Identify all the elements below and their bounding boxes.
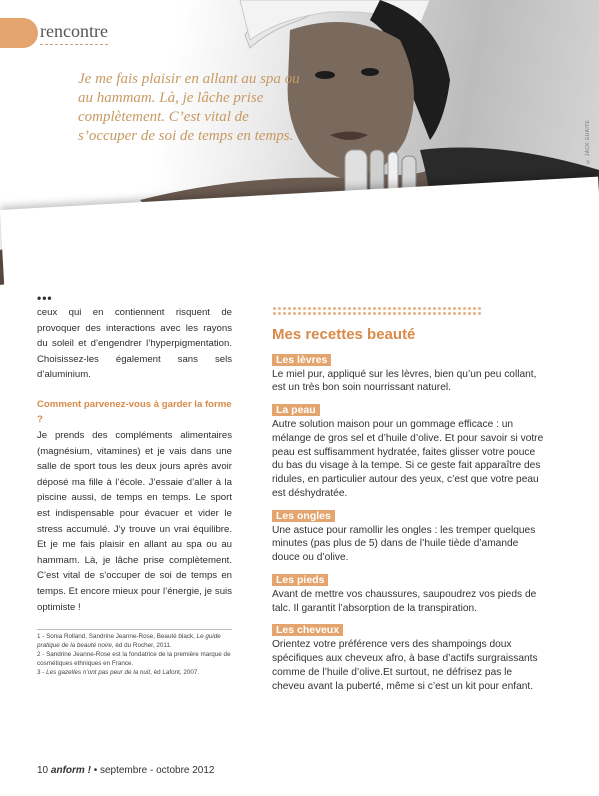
section-tag	[0, 18, 108, 48]
recipes-title: Mes recettes beauté	[272, 326, 416, 343]
section-label: rencontre	[40, 21, 108, 45]
recipe-heading: Les ongles	[272, 510, 335, 522]
footnotes	[37, 629, 232, 677]
footnote-2: 2 - Sandrine Jeanne-Rose est la fondatrice de la première marque de cosmétiques ethniques en France.	[37, 651, 231, 668]
issue-date: • septembre - octobre 2012	[93, 765, 215, 776]
dotted-divider	[272, 306, 482, 316]
recipe-item	[272, 404, 544, 501]
recipe-item	[272, 354, 544, 395]
recipe-heading: Les pieds	[272, 574, 328, 586]
section-tag-pill	[0, 18, 38, 48]
pull-quote: Je me fais plaisir en allant au spa ou au hammam. Là, je lâche prise complètement. C’est vital de s’occuper de soi de temps en temps.	[78, 71, 300, 144]
page-number: 10	[37, 765, 49, 776]
intro-paragraph: ceux qui en contiennent risquent de provoquer des interactions avec les rayons du soleil et d’engendrer l’hyperpigmentation. Choisissez-les également sans sels d’aluminium.	[37, 307, 232, 381]
recipe-item	[272, 510, 544, 565]
page-footer	[37, 765, 214, 776]
recipe-text: Autre solution maison pour un gommage efficace : un mélange de gros sel et d’huile d’olive. Et pour savoir si votre peau est suffisamment hydratée, faites glisser votre pouce du bas du visage à la tempe. Si ce geste fait apparaître des ridules, en particulier autour des yeux, c’est que votre peau est déshydratée.	[272, 418, 544, 499]
recipe-text: Orientez votre préférence vers des shampoings doux spécifiques aux cheveux afro, à base d’actifs surgraissants comme de l’huile d’olive.Et surtout, ne défrisez pas le cheveu avant la puberté, même si c’est un kit pour enfant.	[272, 639, 538, 692]
hero-photo	[0, 0, 599, 285]
left-column	[37, 293, 232, 677]
recipe-text: Avant de mettre vos chaussures, saupoudrez vos pieds de talc. Il garantit l’absorption de la transpiration.	[272, 588, 537, 614]
recipe-heading: Les cheveux	[272, 624, 343, 636]
footnote-1: 1 - Sonia Rolland, Sandrine Jeanne-Rose, Beauté black, Le guide pratique de la beauté noire, éd du Rocher, 2011.	[37, 633, 221, 650]
photo-credit: © JACK GUAITE	[585, 120, 591, 165]
question-heading: Comment parvenez-vous à garder la forme ?	[37, 398, 232, 425]
recipe-heading: La peau	[272, 404, 320, 416]
recipe-heading: Les lèvres	[272, 354, 331, 366]
recipe-text: Le miel pur, appliqué sur les lèvres, bien qu’un peu collant, est un très bon soin nourrissant naturel.	[272, 368, 537, 394]
recipe-text: Une astuce pour ramollir les ongles : les tremper quelques minutes (pas plus de 5) dans de l’huile tiède d’amande douce ou d’olive.	[272, 524, 536, 564]
recipe-item	[272, 574, 544, 615]
footnote-3: 3 - Les gazelles n’ont pas peur de la nuit, éd Lafont, 2007.	[37, 669, 200, 677]
recipe-item	[272, 624, 544, 693]
continuation-bullet: •••	[37, 291, 53, 305]
recipes-column	[272, 306, 544, 702]
magazine-brand: anform !	[50, 765, 91, 776]
answer-paragraph: Je prends des compléments alimentaires (magnésium, vitamines) et je vais dans une salle de sport tous les deux jours après avoir déposé ma fille à l’école. J’essaie d’aller à la piscine aussi, de temps en temps. Le sport est indispensable pour évacuer et vider le stress accumulé. J’y trouve un vrai équilibre. Et je me fais plaisir en allant au spa ou au hammam. Là, je lâche prise complètement. C’est vital de s’occuper de soi de temps en temps. Et encore mieux pour l’énergie, je suis optimiste !	[37, 429, 232, 613]
